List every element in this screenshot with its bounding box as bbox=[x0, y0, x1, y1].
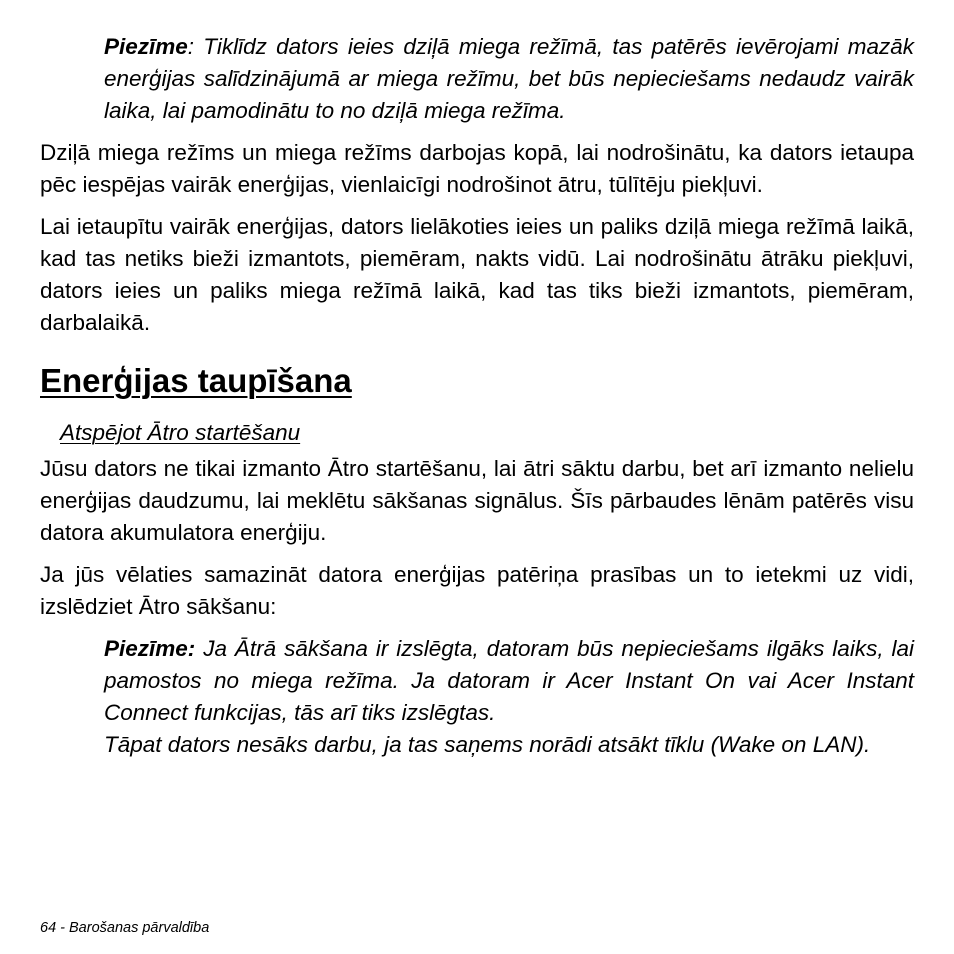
note-wake-on-lan: Tāpat dators nesāks darbu, ja tas saņems norādi atsākt tīklu (Wake on LAN). bbox=[104, 732, 871, 757]
page-footer: 64 - Barošanas pārvaldība bbox=[40, 920, 210, 936]
paragraph-disable-instruction: Ja jūs vēlaties samazināt datora enerģijas patēriņa prasības un to ietekmi uz vidi, izslēdziet Ātro sākšanu: bbox=[40, 562, 914, 619]
note-sleep bbox=[104, 31, 914, 127]
note-fast-startup bbox=[104, 633, 914, 729]
page-content bbox=[40, 31, 914, 761]
note-label: Piezīme bbox=[104, 34, 188, 59]
note-text: Ja Ātrā sākšana ir izslēgta, datoram būs nepieciešams ilgāks laiks, lai pamostos no miega režīma. Ja datoram ir Acer Instant On vai Acer Instant Connect funkcijas, tās arī tiks izslēgtas. bbox=[104, 636, 914, 725]
note-text: : Tiklīdz dators ieies dziļā miega režīmā, tas patērēs ievērojami mazāk enerģijas salīdzinājumā ar miega režīmu, bet būs nepieciešams nedaudz vairāk laika, lai pamodinātu to no dziļā miega režīma. bbox=[104, 34, 914, 123]
note-label: Piezīme: bbox=[104, 636, 196, 661]
subheading-disable-fast-startup: Atspējot Ātro startēšanu bbox=[60, 420, 301, 445]
paragraph-energy-saving: Lai ietaupītu vairāk enerģijas, dators lielākoties ieies un paliks dziļā miega režīmā laikā, kad tas netiks bieži izmantots, piemēram, nakts vidū. Lai nodrošinātu ātrāku piekļuvi, dators ieies un paliks miega režīmā laikā, kad tas tiks bieži izmantots, piemēram, darbalaikā. bbox=[40, 214, 914, 335]
section-heading: Enerģijas taupīšana bbox=[40, 362, 352, 399]
paragraph-sleep-modes: Dziļā miega režīms un miega režīms darbojas kopā, lai nodrošinātu, ka dators ietaupa pēc iespējas vairāk enerģijas, vienlaicīgi nodrošinot ātru, tūlītēju piekļuvi. bbox=[40, 140, 914, 197]
paragraph-fast-startup: Jūsu dators ne tikai izmanto Ātro startēšanu, lai ātri sāktu darbu, bet arī izmanto nelielu enerģijas daudzumu, lai meklētu sākšanas signālus. Šīs pārbaudes lēnām patērēs visu datora akumulatora enerģiju. bbox=[40, 456, 914, 545]
